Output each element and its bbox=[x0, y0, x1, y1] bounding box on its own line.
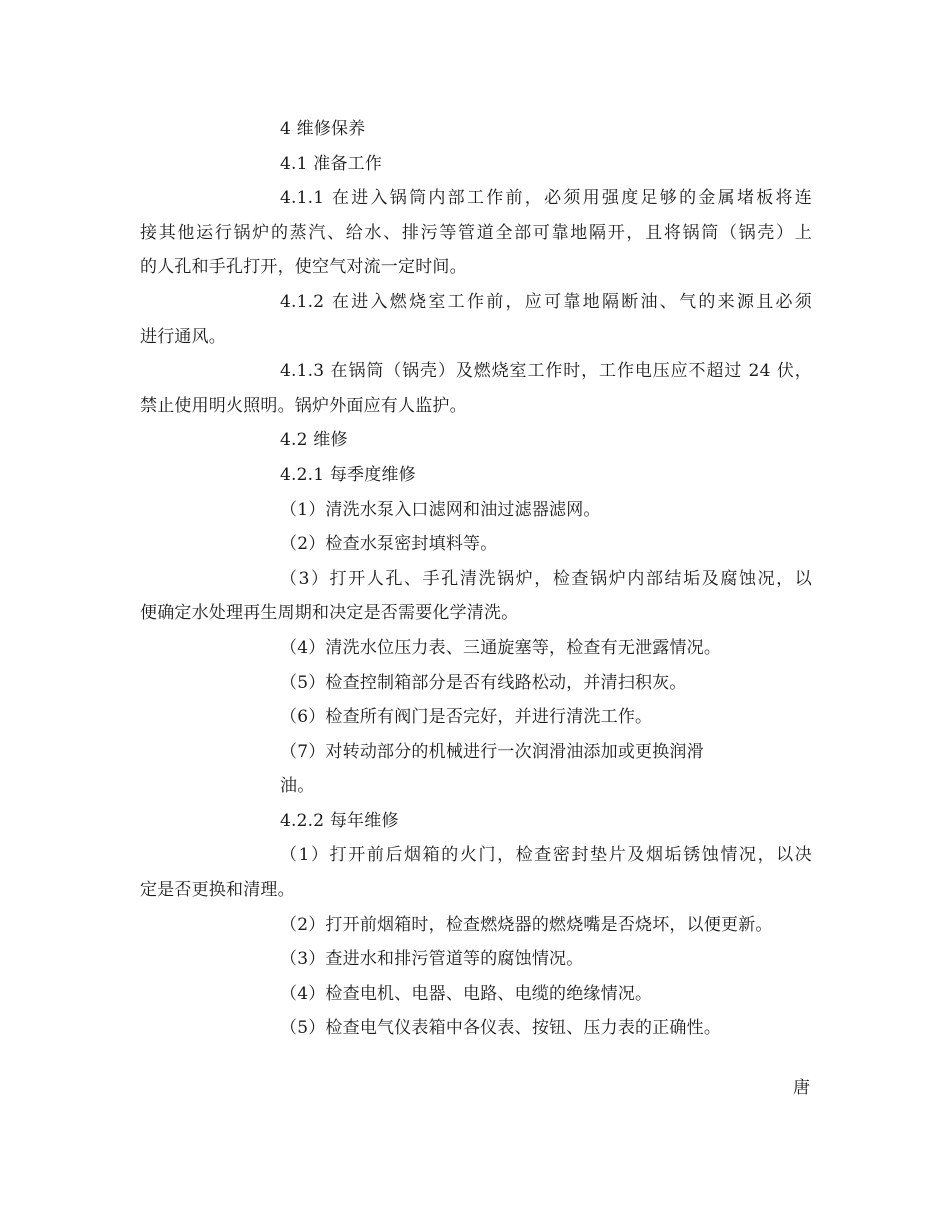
list-item: （3）查进水和排污管道等的腐蚀情况。 bbox=[280, 949, 584, 970]
list-item: （5）检查控制箱部分是否有线路松动，并清扫积灰。 bbox=[280, 672, 687, 693]
paragraph-line: 进行通风。 bbox=[140, 326, 226, 347]
list-item: （2）检查水泵密封填料等。 bbox=[280, 534, 498, 555]
list-item: （5）检查电气仪表箱中各仪表、按钮、压力表的正确性。 bbox=[280, 1018, 722, 1039]
subsection-heading: 4.2.2 每年维修 bbox=[280, 810, 399, 831]
list-item-continuation: 定是否更换和清理。 bbox=[140, 880, 295, 901]
list-item: （1）清洗水泵入口滤网和油过滤器滤网。 bbox=[280, 499, 601, 520]
list-item: （1）打开前后烟箱的火门，检查密封垫片及烟垢锈蚀情况，以决 bbox=[280, 845, 812, 866]
paragraph-line: 禁止使用明火照明。锅炉外面应有人监护。 bbox=[140, 395, 467, 416]
paragraph-line: 4.1.2 在进入燃烧室工作前，应可靠地隔断油、气的来源且必须 bbox=[280, 291, 812, 312]
paragraph-line: 的人孔和手孔打开，使空气对流一定时间。 bbox=[140, 257, 467, 278]
document-body bbox=[140, 112, 812, 1046]
list-item: （6）检查所有阀门是否完好，并进行清洗工作。 bbox=[280, 707, 653, 728]
list-item-continuation: 油。 bbox=[280, 776, 315, 797]
subsection-heading: 4.2 维修 bbox=[280, 430, 348, 451]
list-item-continuation: 便确定水处理再生周期和决定是否需要化学清洗。 bbox=[140, 603, 519, 624]
paragraph-line: 4.1.1 在进入锅筒内部工作前，必须用强度足够的金属堵板将连 bbox=[280, 188, 812, 209]
list-item: （7）对转动部分的机械进行一次润滑油添加或更换润滑 bbox=[280, 741, 704, 762]
subsection-heading: 4.1 准备工作 bbox=[280, 153, 383, 174]
paragraph-line: 接其他运行锅炉的蒸汽、给水、排污等管道全部可靠地隔开，且将锅筒（锅壳）上 bbox=[140, 222, 812, 243]
subsection-heading: 4.2.1 每季度维修 bbox=[280, 464, 416, 485]
list-item: （4）清洗水位压力表、三通旋塞等，检查有无泄露情况。 bbox=[280, 637, 722, 658]
section-heading: 4 维修保养 bbox=[280, 119, 366, 139]
page-footer-text: 唐 bbox=[793, 1078, 810, 1098]
paragraph-line: 4.1.3 在锅筒（锅壳）及燃烧室工作时，工作电压应不超过 24 伏， bbox=[280, 361, 812, 382]
list-item: （4）检查电机、电器、电路、电缆的绝缘情况。 bbox=[280, 983, 653, 1004]
list-item: （3）打开人孔、手孔清洗锅炉，检查锅炉内部结垢及腐蚀况，以 bbox=[280, 568, 812, 589]
list-item: （2）打开前烟箱时，检查燃烧器的燃烧嘴是否烧坏，以便更新。 bbox=[280, 914, 773, 935]
